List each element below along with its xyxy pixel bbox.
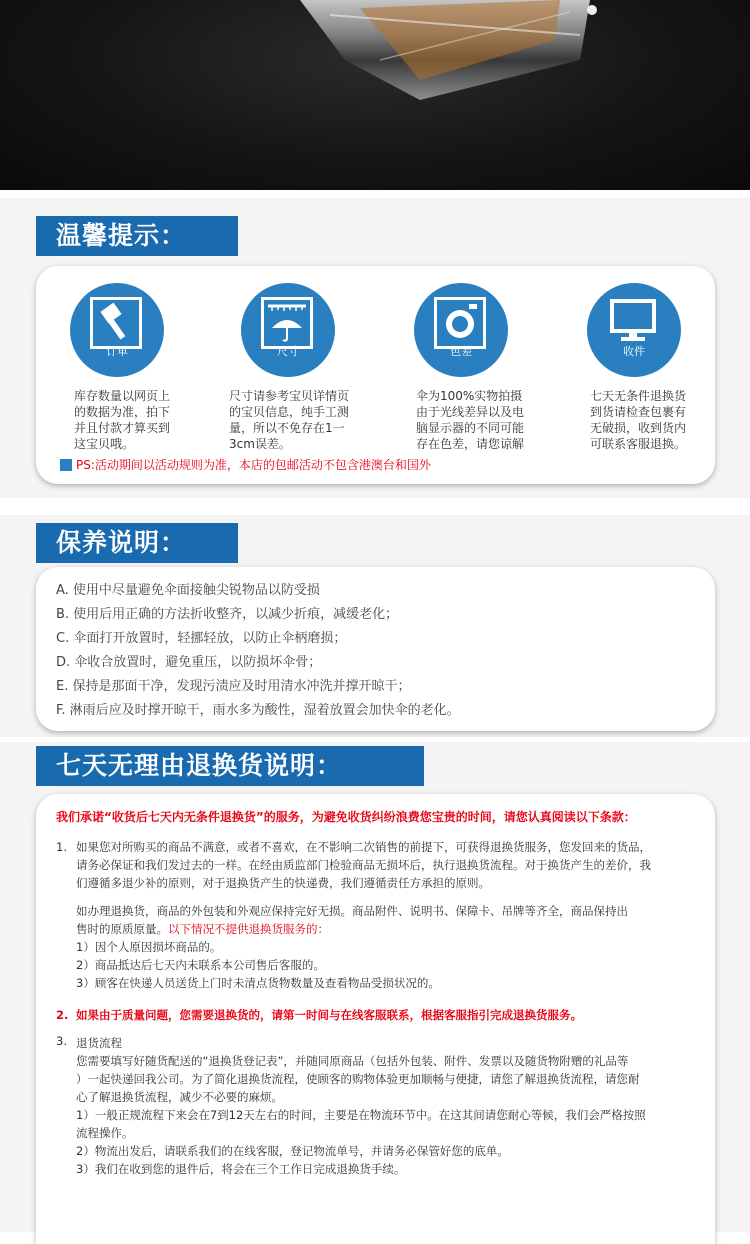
care-list	[56, 579, 706, 723]
size-icon-caption: 尺寸	[277, 345, 299, 358]
section-1-conditions: 如办理退换货，商品的外包装和外观应保持完好无损。商品附件、说明书、保障卡、吊牌等齐全，商品保持出 售时的原质原量。以下情况不提供退换货服务的： 1）因个人原因损坏商品的。 2）商品抵达后七天内未联系本公司售后客服的。 3）顾客在快递人员送货上门时未清点货物数量及查看物品受损状况的。	[76, 902, 706, 992]
ps-notice: PS:活动期间以活动规则为准，本店的包邮活动不包含港澳台和国外	[76, 458, 431, 472]
care-item: D. 伞收合放置时，避免重压，以防损坏伞骨；	[56, 655, 322, 670]
care-item: A. 使用中尽量避免伞面接触尖锐物品以防受损	[56, 583, 320, 598]
policy-promise: 我们承诺“收货后七天内无条件退换货”的服务，为避免收货纠纷浪费您宝贵的时间，请您认真阅读以下条款：	[56, 810, 636, 824]
section-1-number: 1.	[56, 840, 67, 854]
color-icon-caption: 色差	[450, 345, 472, 358]
exclusion-item: 3）顾客在快递人员送货上门时未清点货物数量及查看物品受损状况的。	[76, 976, 440, 990]
exclusion-item: 2）商品抵达后七天内未联系本公司售后客服的。	[76, 958, 325, 972]
receive-icon-circle	[587, 283, 681, 377]
monitor-icon	[607, 297, 659, 349]
ruler-umbrella-icon	[261, 297, 313, 349]
policy-section	[0, 742, 750, 1232]
tips-card	[36, 266, 715, 484]
care-item: C. 伞面打开放置时，轻挪轻放，以防止伞柄磨损；	[56, 631, 347, 646]
product-photo	[0, 0, 750, 190]
color-tip-text: 伞为100%实物拍摄 由于光线差异以及电 脑显示器的不同可能 存在色差，请您谅解	[416, 389, 525, 451]
care-item: F. 淋雨后应及时撑开晾干，雨水多为酸性，湿着放置会加快伞的老化。	[56, 703, 460, 718]
order-icon-circle	[70, 283, 164, 377]
care-item: E. 保持是那面干净，发现污渍应及时用清水冲洗并撑开晾干；	[56, 679, 411, 694]
receive-icon-caption: 收件	[623, 345, 645, 358]
tips-title: 温馨提示：	[36, 216, 238, 256]
no-return-notice: 以下情况不提供退换货服务的：	[168, 922, 329, 936]
size-icon-circle	[241, 283, 335, 377]
receive-tip-text: 七天无条件退换货 到货请检查包裹有 无破损，收到货内 可联系客服退换。	[590, 389, 687, 451]
order-tip-text: 库存数量以网页上 的数据为准，拍下 并且付款才算买到 这宝贝哦。	[74, 389, 171, 451]
section-1-text: 如果您对所购买的商品不满意，或者不喜欢，在不影响二次销售的前提下，可获得退换货服务，您发回来的货品， 请务必保证和我们发过去的一样。在经由质监部门检验商品无损坏后，执行退换货流程。对于换货产生的差价，我 们遵循多退少补的原则，对于退换货产生的快递费，我们遵循责任方承担的原则。	[76, 840, 651, 890]
camera-icon	[434, 297, 486, 349]
care-card	[36, 567, 715, 731]
policy-card	[36, 794, 715, 1244]
section-3-title: 退货流程	[76, 1036, 122, 1050]
care-section	[0, 515, 750, 737]
care-title: 保养说明：	[36, 523, 238, 563]
order-icon-caption: 订单	[106, 345, 128, 358]
ps-square-icon	[60, 459, 72, 471]
hammer-icon	[90, 297, 142, 349]
section-3-text: 退货流程 您需要填写好随货配送的“退换货登记表”，并随同原商品（包括外包装、附件、发票以及随货物附赠的礼品等 ）一起快递回我公司。为了简化退换货流程，使顾客的购物体验更加顺畅与便捷，请您了解退换货流程，请您耐 心了解退换货流程，减少不必要的麻烦。 1）一般正规流程下来会在7到12天左右的时间，主要是在物流环节中。在这其间请您耐心等候，我们会严格按照 流程操作。 2）物流出发后，请联系我们的在线客服，登记物流单号，并请务必保管好您的底单。 3）我们在收到您的退件后，将会在三个工作日完成退换货手续。	[76, 1034, 711, 1178]
section-2-number: 2.	[56, 1008, 69, 1022]
policy-title: 七天无理由退换货说明：	[36, 746, 424, 786]
tips-section	[0, 198, 750, 498]
section-2-text: 如果由于质量问题，您需要退换货的，请第一时间与在线客服联系，根据客服指引完成退换货服务。	[76, 1008, 582, 1022]
color-icon-circle	[414, 283, 508, 377]
section-3-number: 3.	[56, 1034, 67, 1048]
size-tip-text: 尺寸请参考宝贝详情页 的宝贝信息，纯手工测 量，所以不免存在1一 3cm误差。	[229, 389, 350, 451]
care-item: B. 使用后用正确的方法折收整齐，以减少折痕，减缓老化；	[56, 607, 399, 622]
exclusion-item: 1）因个人原因损坏商品的。	[76, 940, 222, 954]
